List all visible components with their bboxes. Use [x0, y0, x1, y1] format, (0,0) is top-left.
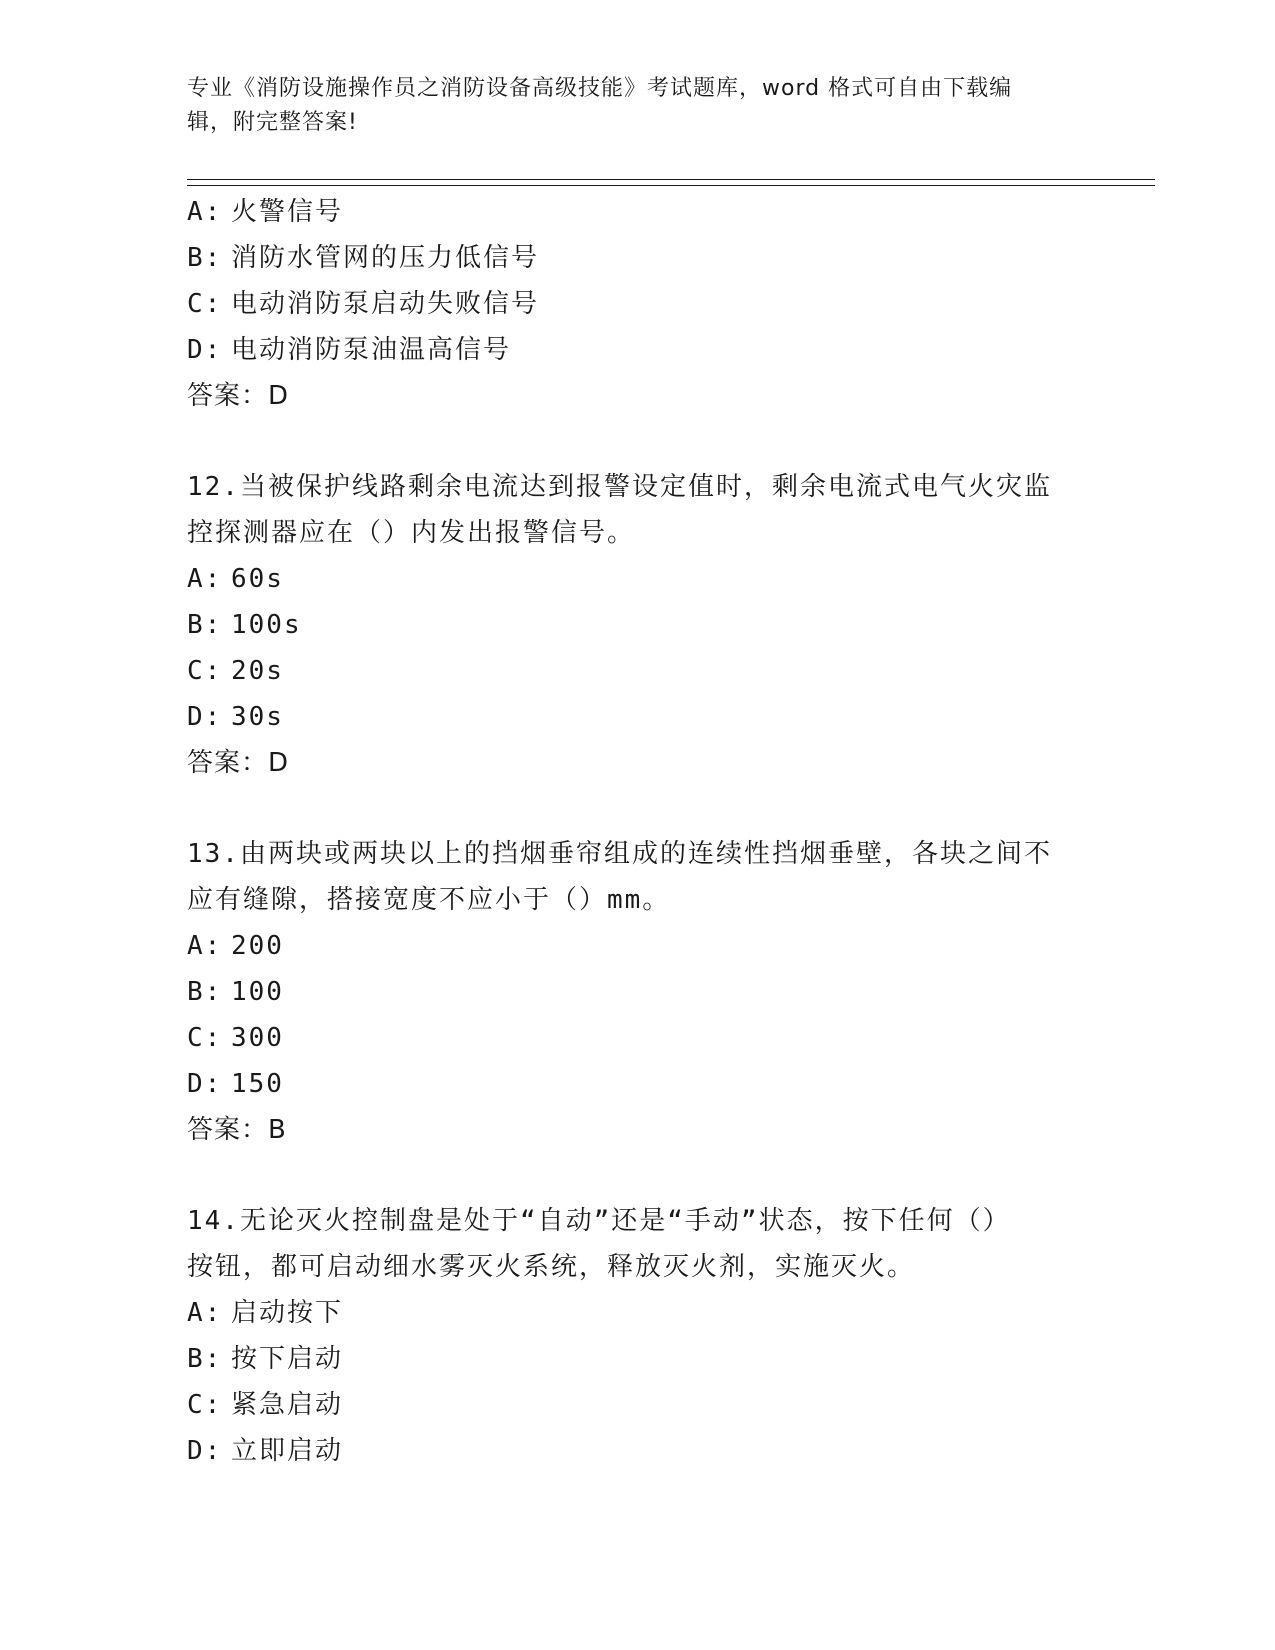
option-a: A: 200 [187, 931, 284, 961]
header-line-2: 辑，附完整答案! [187, 110, 358, 135]
option-c: C: 300 [187, 1023, 284, 1053]
question-list [187, 189, 1087, 1474]
header-divider-bottom [187, 185, 1155, 186]
option-b: B: 100 [187, 977, 284, 1007]
option-b: B: 消防水管网的压力低信号 [187, 243, 540, 273]
option-d: D: 30s [187, 702, 284, 732]
question-stem-line-2: 控探测器应在（）内发出报警信号。 [187, 518, 636, 548]
answer-line: 答案：B [187, 1115, 287, 1145]
option-b: B: 100s [187, 610, 302, 640]
question-stem-line-1: 12.当被保护线路剩余电流达到报警设定值时，剩余电流式电气火灾监 [187, 472, 1052, 502]
option-a: A: 60s [187, 564, 284, 594]
answer-line: 答案：D [187, 748, 290, 778]
question-stem-line-1: 13.由两块或两块以上的挡烟垂帘组成的连续性挡烟垂壁，各块之间不 [187, 839, 1052, 869]
question-11-continued [187, 189, 1087, 419]
option-c: C: 20s [187, 656, 284, 686]
header-divider-top [187, 179, 1155, 180]
spacer [187, 419, 1087, 464]
option-a: A: 启动按下 [187, 1298, 344, 1328]
question-stem-line-2: 应有缝隙，搭接宽度不应小于（）mm。 [187, 885, 671, 915]
document-header [187, 72, 1067, 140]
question-stem-line-2: 按钮，都可启动细水雾灭火系统，释放灭火剂，实施灭火。 [187, 1252, 916, 1282]
spacer [187, 1153, 1087, 1198]
option-d: D: 电动消防泵油温高信号 [187, 335, 512, 365]
question-stem-line-1: 14.无论灭火控制盘是处于“自动”还是“手动”状态，按下任何（） [187, 1206, 1011, 1236]
question-12 [187, 464, 1087, 786]
question-14 [187, 1198, 1087, 1474]
option-a: A: 火警信号 [187, 197, 344, 227]
option-d: D: 立即启动 [187, 1436, 344, 1466]
option-d: D: 150 [187, 1069, 284, 1099]
header-line-1: 专业《消防设施操作员之消防设备高级技能》考试题库，word 格式可自由下载编 [187, 76, 1013, 101]
option-b: B: 按下启动 [187, 1344, 344, 1374]
option-c: C: 电动消防泵启动失败信号 [187, 289, 540, 319]
answer-line: 答案：D [187, 381, 290, 411]
question-13 [187, 831, 1087, 1153]
option-c: C: 紧急启动 [187, 1390, 344, 1420]
spacer [187, 786, 1087, 831]
